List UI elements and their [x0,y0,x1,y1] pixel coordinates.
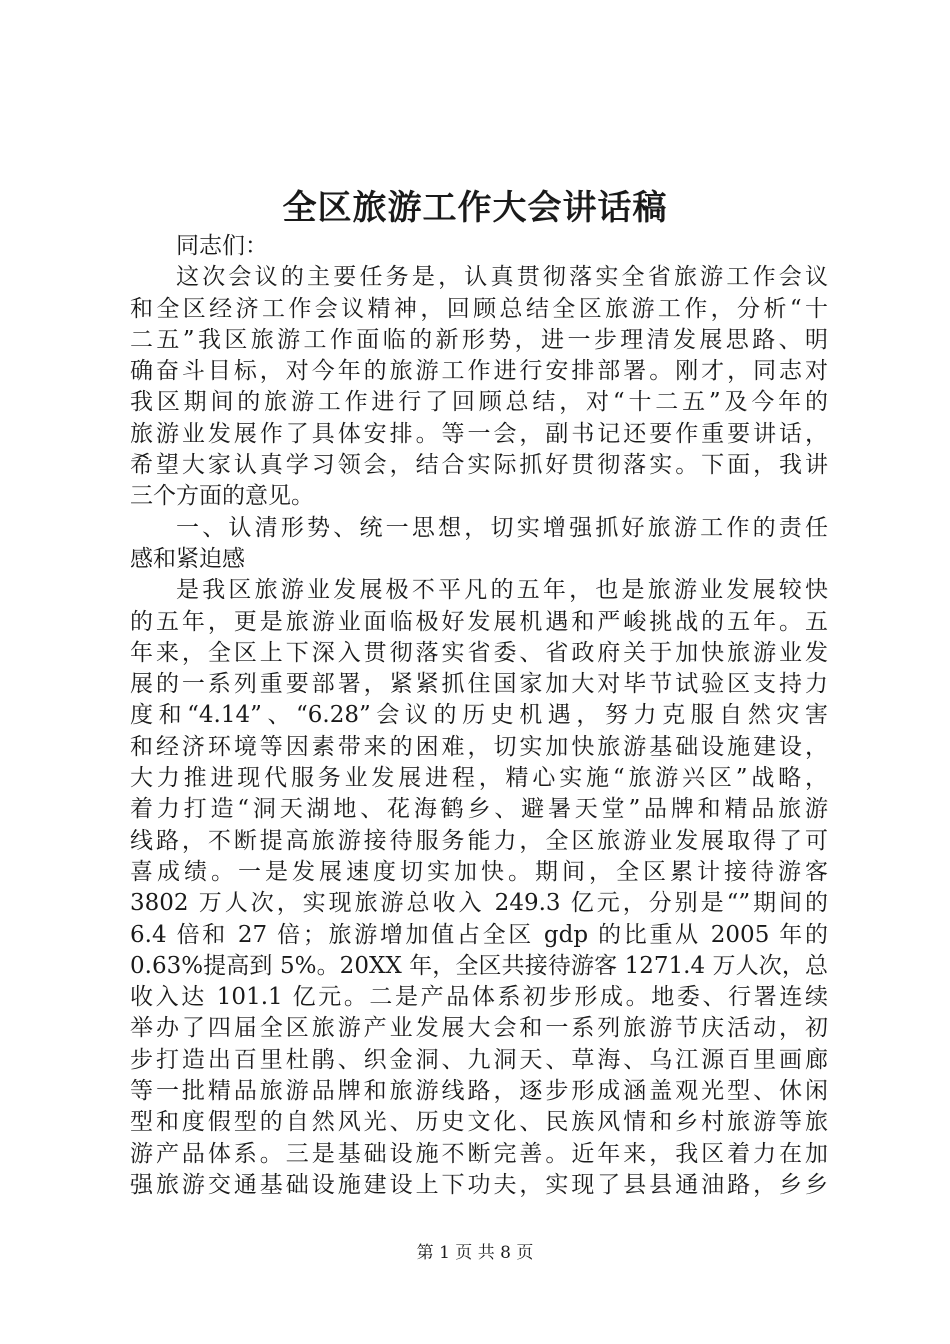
text-line: 等一批精品旅游品牌和旅游线路，逐步形成涵盖观光型、休闲 [130,1078,828,1105]
text-line: 步打造出百里杜鹃、织金洞、九洞天、草海、乌江源百里画廊 [130,1046,828,1073]
text-line: 收入达 101.1 亿元。二是产品体系初步形成。地委、行署连续 [130,984,828,1011]
page-footer: 第 1 页 共 8 页 [416,1243,534,1263]
text-line: 线路，不断提高旅游接待服务能力，全区旅游业发展取得了可 [130,827,828,854]
text-line: 感和紧迫感 [130,545,245,572]
text-line: 希望大家认真学习领会，结合实际抓好贯彻落实。下面，我讲 [130,452,828,479]
text-line: 大力推进现代服务业发展进程，精心实施“旅游兴区”战略， [130,765,828,792]
text-line: 同志们： [176,233,268,259]
text-line: 3802 万人次，实现旅游总收入 249.3 亿元，分别是“”期间的 [130,890,828,917]
text-line: 和全区经济工作会议精神，回顾总结全区旅游工作，分析“十 [130,295,828,322]
text-line: 举办了四届全区旅游产业发展大会和一系列旅游节庆活动，初 [130,1015,828,1042]
text-line: 型和度假型的自然风光、历史文化、民族风情和乡村旅游等旅 [130,1109,828,1136]
text-line: 度和“4.14”、“6.28”会议的历史机遇，努力克服自然灾害 [130,702,828,729]
text-line: 6.4 倍和 27 倍；旅游增加值占全区 gdp 的比重从 2005 年的 [130,921,828,948]
text-line: 游产品体系。三是基础设施不断完善。近年来，我区着力在加 [130,1140,828,1167]
text-line: 0.63%提高到 5%。20XX 年，全区共接待游客 1271.4 万人次，总 [130,952,828,979]
text-line: 是我区旅游业发展极不平凡的五年，也是旅游业发展较快 [176,577,828,604]
text-line: 着力打造“洞天湖地、花海鹤乡、避暑天堂”品牌和精品旅游 [130,796,828,823]
text-line: 和经济环境等因素带来的困难，切实加快旅游基础设施建设， [130,733,828,760]
text-line: 展的一系列重要部署，紧紧抓住国家加大对毕节试验区支持力 [130,671,828,698]
text-line: 这次会议的主要任务是，认真贯彻落实全省旅游工作会议 [176,264,828,291]
document-body [130,231,828,1201]
text-line: 强旅游交通基础设施建设上下功夫，实现了县县通油路，乡乡 [130,1171,828,1198]
text-line: 确奋斗目标，对今年的旅游工作进行安排部署。刚才，同志对 [130,358,828,385]
text-line: 旅游业发展作了具体安排。等一会，副书记还要作重要讲话， [130,420,828,447]
text-line: 三个方面的意见。 [130,483,314,510]
text-line: 二五”我区旅游工作面临的新形势，进一步理清发展思路、明 [130,326,828,353]
document-title: 全区旅游工作大会讲话稿 [282,188,668,228]
text-line: 一、认清形势、统一思想，切实增强抓好旅游工作的责任 [176,514,828,541]
text-line: 的五年，更是旅游业面临极好发展机遇和严峻挑战的五年。五 [130,608,828,635]
text-line: 我区期间的旅游工作进行了回顾总结，对“十二五”及今年的 [130,389,828,416]
text-line: 年来，全区上下深入贯彻落实省委、省政府关于加快旅游业发 [130,639,828,666]
text-line: 喜成绩。一是发展速度切实加快。期间，全区累计接待游客 [130,858,828,885]
